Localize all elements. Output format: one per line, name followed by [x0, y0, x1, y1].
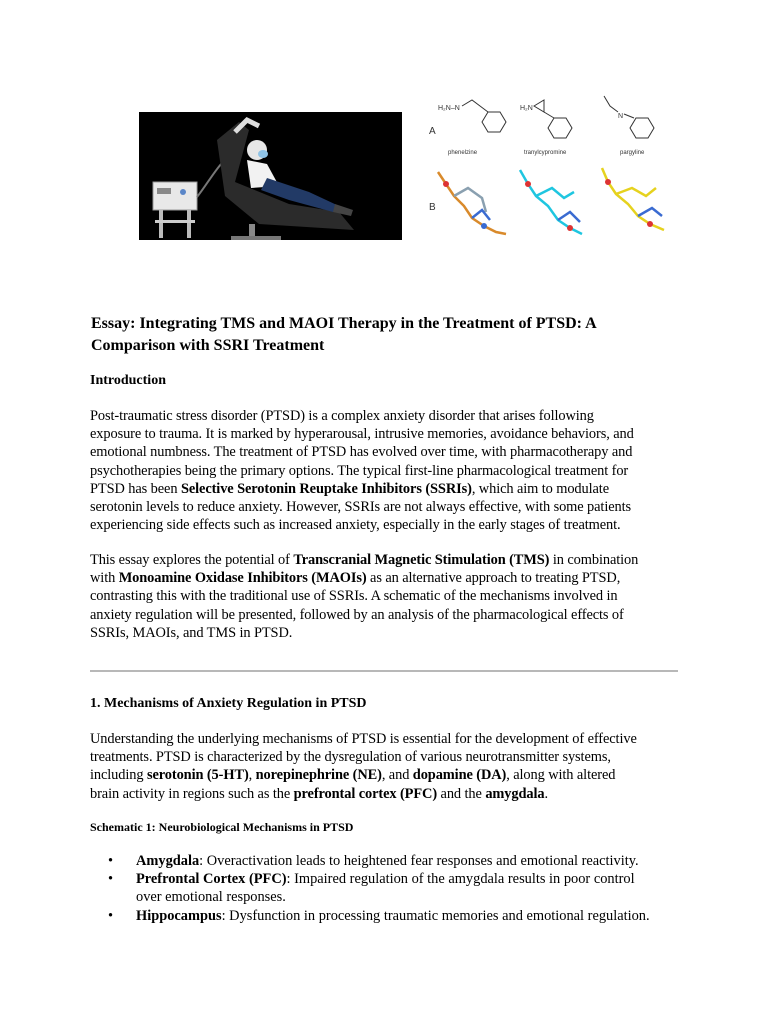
intro-p1-line: experiencing side effects such as increased anxiety, especially in the early stages of treatment. [90, 517, 621, 534]
intro-p2-text: in combination [549, 552, 639, 568]
row-a-label: A [429, 126, 436, 137]
intro-p1-text: , which aim to modulate [471, 480, 609, 497]
s1-text: brain activity in regions such as the [90, 785, 294, 802]
intro-p2-line: contrasting this with the traditional use of SSRIs. A schematic of the mechanisms involved in [90, 588, 618, 605]
bullet-term: Prefrontal Cortex (PFC) [136, 871, 287, 888]
phenelzine-structure [438, 100, 506, 132]
intro-p2-text: as an alternative approach to treating PTSD, [366, 570, 621, 587]
s1-text: including [90, 767, 147, 784]
essay-title-line-2: Comparison with SSRI Treatment [91, 337, 325, 354]
section-1-paragraph [90, 730, 682, 803]
bullet-dot: • [108, 871, 114, 888]
intro-p1-line: Post-traumatic stress disorder (PTSD) is a complex anxiety disorder that arises following [90, 408, 594, 424]
bullet-hippocampus [108, 907, 688, 925]
intro-p2-text: This essay explores the potential of [90, 552, 294, 568]
s1-text: and the [437, 785, 486, 802]
drug-label-tranylcypromine: tranylcypromine [524, 150, 567, 156]
intro-p1-line: emotional numbness. The treatment of PTSD has evolved over time, with pharmacotherapy and [90, 444, 633, 461]
bullet-text: : Overactivation leads to heightened fear responses and emotional reactivity. [199, 853, 639, 869]
introduction-heading: Introduction [90, 373, 166, 388]
intro-p1-line: psychotherapies being the primary options. The typical first-line pharmacological treatment for [90, 462, 629, 479]
bullet-dot: • [108, 907, 114, 924]
tranylcypromine-structure [520, 100, 572, 138]
horizontal-divider [90, 670, 678, 672]
s1-line: treatments. PTSD is characterized by the dysregulation of various neurotransmitter systems, [90, 749, 611, 766]
intro-p2-line: SSRIs, MAOIs, and TMS in PTSD. [90, 624, 293, 641]
s1-text: , [248, 767, 256, 784]
norepinephrine-term: norepinephrine (NE) [255, 767, 382, 784]
bullet-text: over emotional responses. [136, 889, 286, 906]
ssri-term: Selective Serotonin Reuptake Inhibitors (SSRIs) [180, 480, 472, 497]
bullet-term: Hippocampus [136, 907, 222, 924]
bullet-dot: • [108, 853, 114, 869]
intro-p1-line: serotonin levels to reduce anxiety. However, SSRIs are not always effective, with some patients [90, 499, 632, 516]
maoi-structures-figure [424, 88, 678, 242]
drug-label-pargyline: pargyline [620, 150, 645, 156]
s1-text: . [544, 785, 548, 802]
bullet-term: Amygdala [136, 853, 200, 869]
intro-p2-text: with [90, 570, 119, 587]
bullet-text: : Dysfunction in processing traumatic memories and emotional regulation. [221, 907, 650, 924]
maoi-term: Monoamine Oxidase Inhibitors (MAOIs) [118, 570, 367, 587]
schematic-1-heading: Schematic 1: Neurobiological Mechanisms in PTSD [90, 820, 354, 834]
tms-therapy-photo [139, 112, 402, 240]
svg-text:H₂N: H₂N [520, 105, 533, 112]
mechanisms-bullet-list [108, 852, 688, 925]
svg-text:N: N [618, 113, 624, 120]
essay-title [91, 313, 691, 357]
section-1-heading: 1. Mechanisms of Anxiety Regulation in PTSD [90, 696, 367, 711]
phenelzine-3d-model [438, 172, 506, 234]
dopamine-term: dopamine (DA) [412, 767, 507, 784]
drug-label-phenelzine: phenelzine [448, 150, 478, 156]
pfc-term: prefrontal cortex (PFC) [293, 785, 438, 802]
intro-p1-text: PTSD has been [90, 480, 181, 497]
row-b-label: B [429, 202, 436, 213]
amygdala-term: amygdala [485, 785, 545, 802]
intro-paragraph-1 [90, 407, 682, 534]
bullet-amygdala [108, 852, 688, 870]
svg-text:H₂N–N: H₂N–N [438, 105, 460, 112]
s1-line: Understanding the underlying mechanisms of PTSD is essential for the development of effective [90, 731, 637, 747]
essay-title-line-1: Essay: Integrating TMS and MAOI Therapy in the Treatment of PTSD: A [91, 315, 597, 332]
tms-term: Transcranial Magnetic Stimulation (TMS) [293, 552, 550, 568]
pargyline-3d-model [602, 168, 664, 230]
bullet-text: : Impaired regulation of the amygdala results in poor control [286, 871, 635, 888]
intro-p2-line: anxiety regulation will be presented, followed by an analysis of the pharmacological effects of [90, 606, 624, 623]
serotonin-term: serotonin (5-HT) [146, 767, 249, 784]
pargyline-structure [604, 96, 654, 138]
intro-p1-line: exposure to trauma. It is marked by hyperarousal, intrusive memories, avoidance behaviors, and [90, 426, 634, 443]
s1-text: , and [381, 767, 413, 784]
intro-paragraph-2 [90, 551, 682, 642]
s1-text: , along with altered [506, 767, 616, 784]
bullet-pfc [108, 870, 688, 906]
tranylcypromine-3d-model [520, 170, 582, 234]
